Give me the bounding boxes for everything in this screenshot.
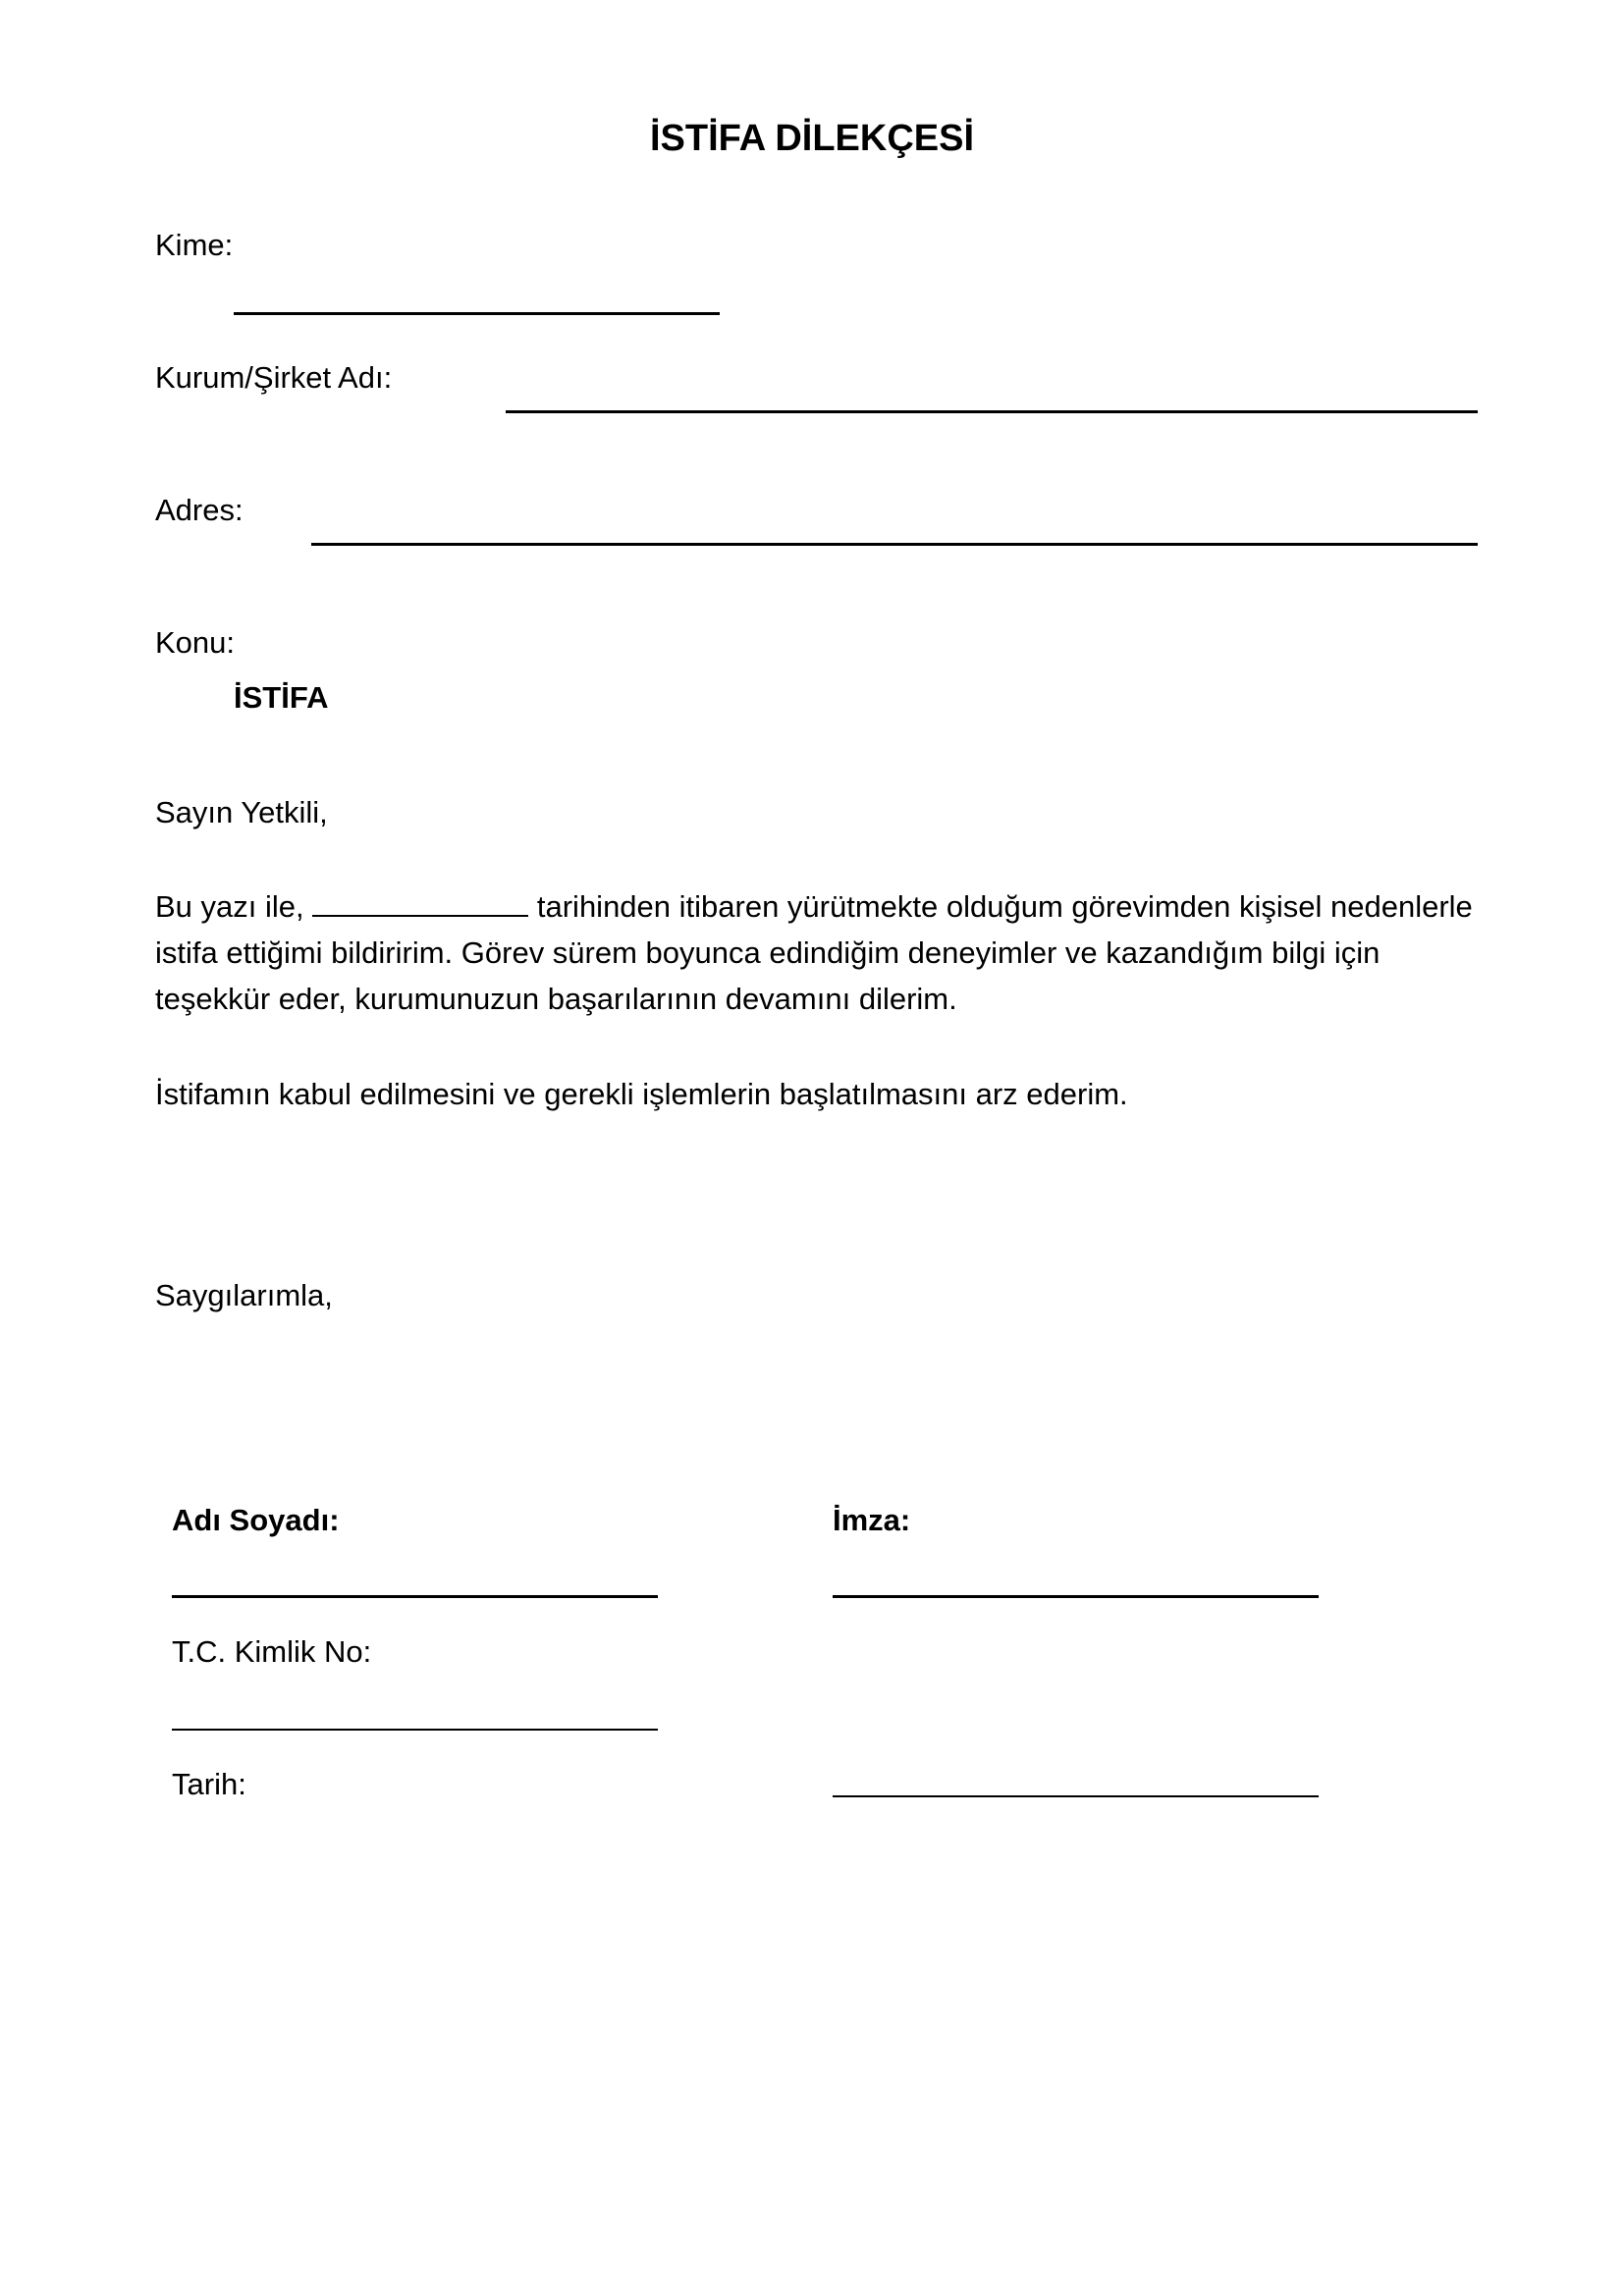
kime-label: Kime: (155, 228, 234, 262)
konu-label: Konu: (155, 625, 236, 660)
konu-value: İSTİFA (234, 680, 329, 715)
para1-end: tarihinden itibaren yürütmekte olduğum görevimden kişisel nedenlerle istifa ettiğimi bildiririm. Görev sürem boyunca edindiğim deneyimler ve kazandığım bilgi için teşekkür eder, kurumunuzun başarılarının devamını dilerim. (155, 889, 1473, 1016)
adres-label: Adres: (155, 493, 244, 527)
tarih-input-line[interactable] (833, 1795, 1319, 1797)
body-paragraph-1 (155, 883, 1490, 1022)
closing: Saygılarımla, (155, 1278, 333, 1312)
body-paragraph-2: İstifamın kabul edilmesini ve gerekli işlemlerin başlatılmasını arz ederim. (155, 1077, 1128, 1111)
tc-input-line[interactable] (172, 1729, 658, 1731)
para1-start: Bu yazı ile, (155, 889, 304, 924)
kime-input-line[interactable] (234, 312, 720, 315)
tc-label: T.C. Kimlik No: (172, 1634, 372, 1669)
greeting: Sayın Yetkili, (155, 795, 328, 829)
imza-input-line[interactable] (833, 1595, 1319, 1598)
kurum-label: Kurum/Şirket Adı: (155, 360, 393, 395)
date-blank[interactable] (312, 889, 528, 917)
name-input-line[interactable] (172, 1595, 658, 1598)
kurum-input-line[interactable] (506, 410, 1478, 413)
adres-input-line[interactable] (311, 543, 1478, 546)
tarih-label: Tarih: (172, 1767, 246, 1801)
name-label: Adı Soyadı: (172, 1503, 340, 1537)
document-title: İSTİFA DİLEKÇESİ (649, 118, 975, 159)
imza-label: İmza: (833, 1503, 911, 1537)
